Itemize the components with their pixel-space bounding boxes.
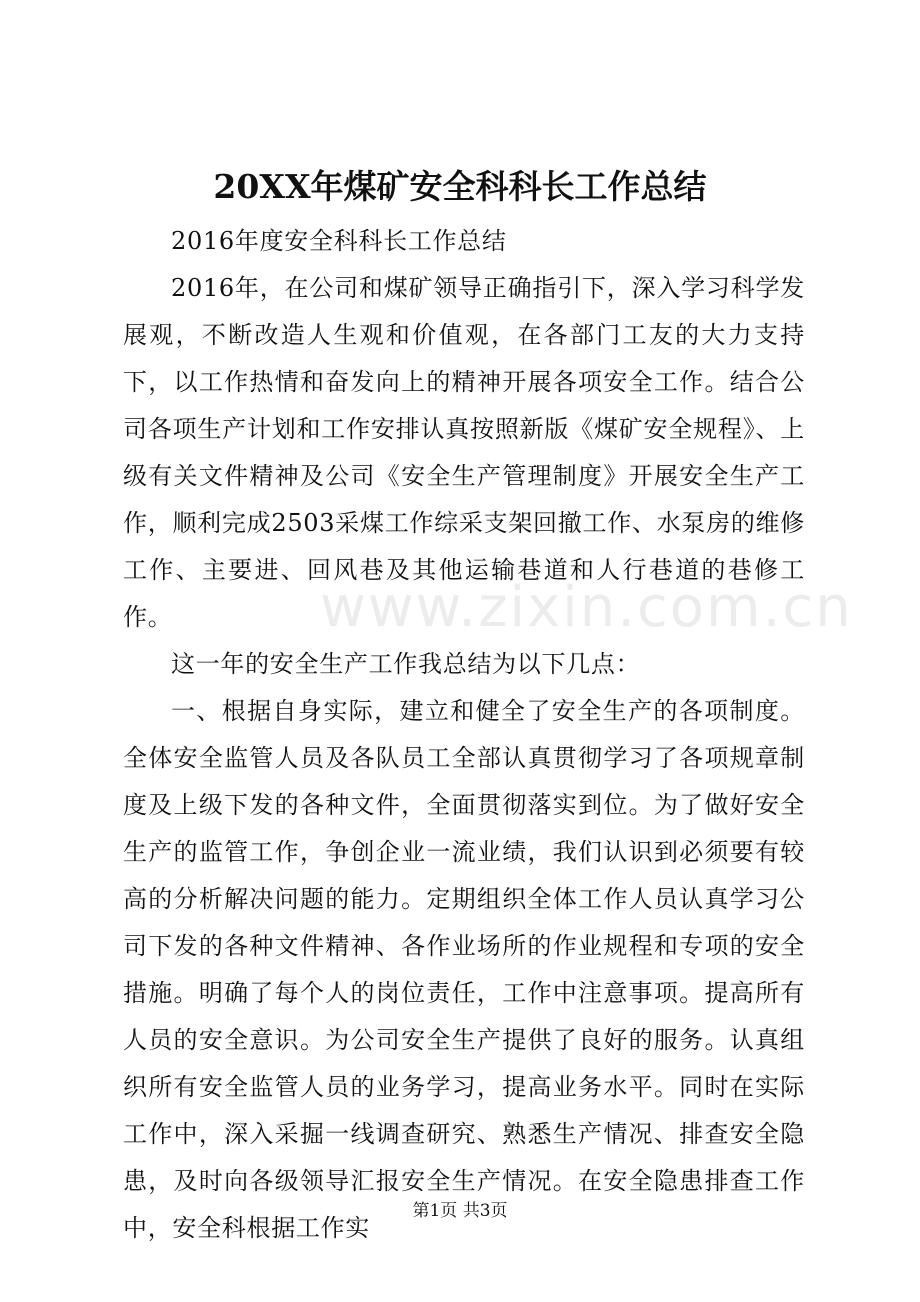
- document-body: [123, 218, 805, 1252]
- watermark-text: www.zixin.com.cn: [320, 575, 853, 640]
- page-footer: 第1页 共3页: [412, 1201, 508, 1221]
- summary-lead-paragraph: 这一年的安全生产工作我总结为以下几点：: [171, 650, 641, 678]
- subtitle-paragraph: 2016年度安全科科长工作总结: [171, 227, 507, 255]
- intro-paragraph: 2016年，在公司和煤矿领导正确指引下，深入学习科学发展观，不断改造人生观和价值观，在各部门工友的大力支持下，以工作热情和奋发向上的精神开展各项安全工作。结合公司各项生产计划和工作安排认真按照新版《煤矿安全规程》、上级有关文件精神及公司《安全生产管理制度》开展安全生产工作，顺利完成2503采煤工作综采支架回撤工作、水泵房的维修工作、主要进、回风巷及其他运输巷道和人行巷道的巷修工作。: [123, 274, 805, 631]
- point-one-paragraph: 一、根据自身实际，建立和健全了安全生产的各项制度。全体安全监管人员及各队员工全部认真贯彻学习了各项规章制度及上级下发的各种文件，全面贯彻落实到位。为了做好安全生产的监管工作，争创企业一流业绩，我们认识到必须要有较高的分析解决问题的能力。定期组织全体工作人员认真学习公司下发的各种文件精神、各作业场所的作业规程和专项的安全措施。明确了每个人的岗位责任，工作中注意事项。提高所有人员的安全意识。为公司安全生产提供了良好的服务。认真组织所有安全监管人员的业务学习，提高业务水平。同时在实际工作中，深入采掘一线调查研究、熟悉生产情况、排查安全隐患，及时向各级领导汇报安全生产情况。在安全隐患排查工作中，安全科根据工作实: [123, 697, 805, 1242]
- document-title: 20XX年煤矿安全科科长工作总结: [213, 167, 707, 206]
